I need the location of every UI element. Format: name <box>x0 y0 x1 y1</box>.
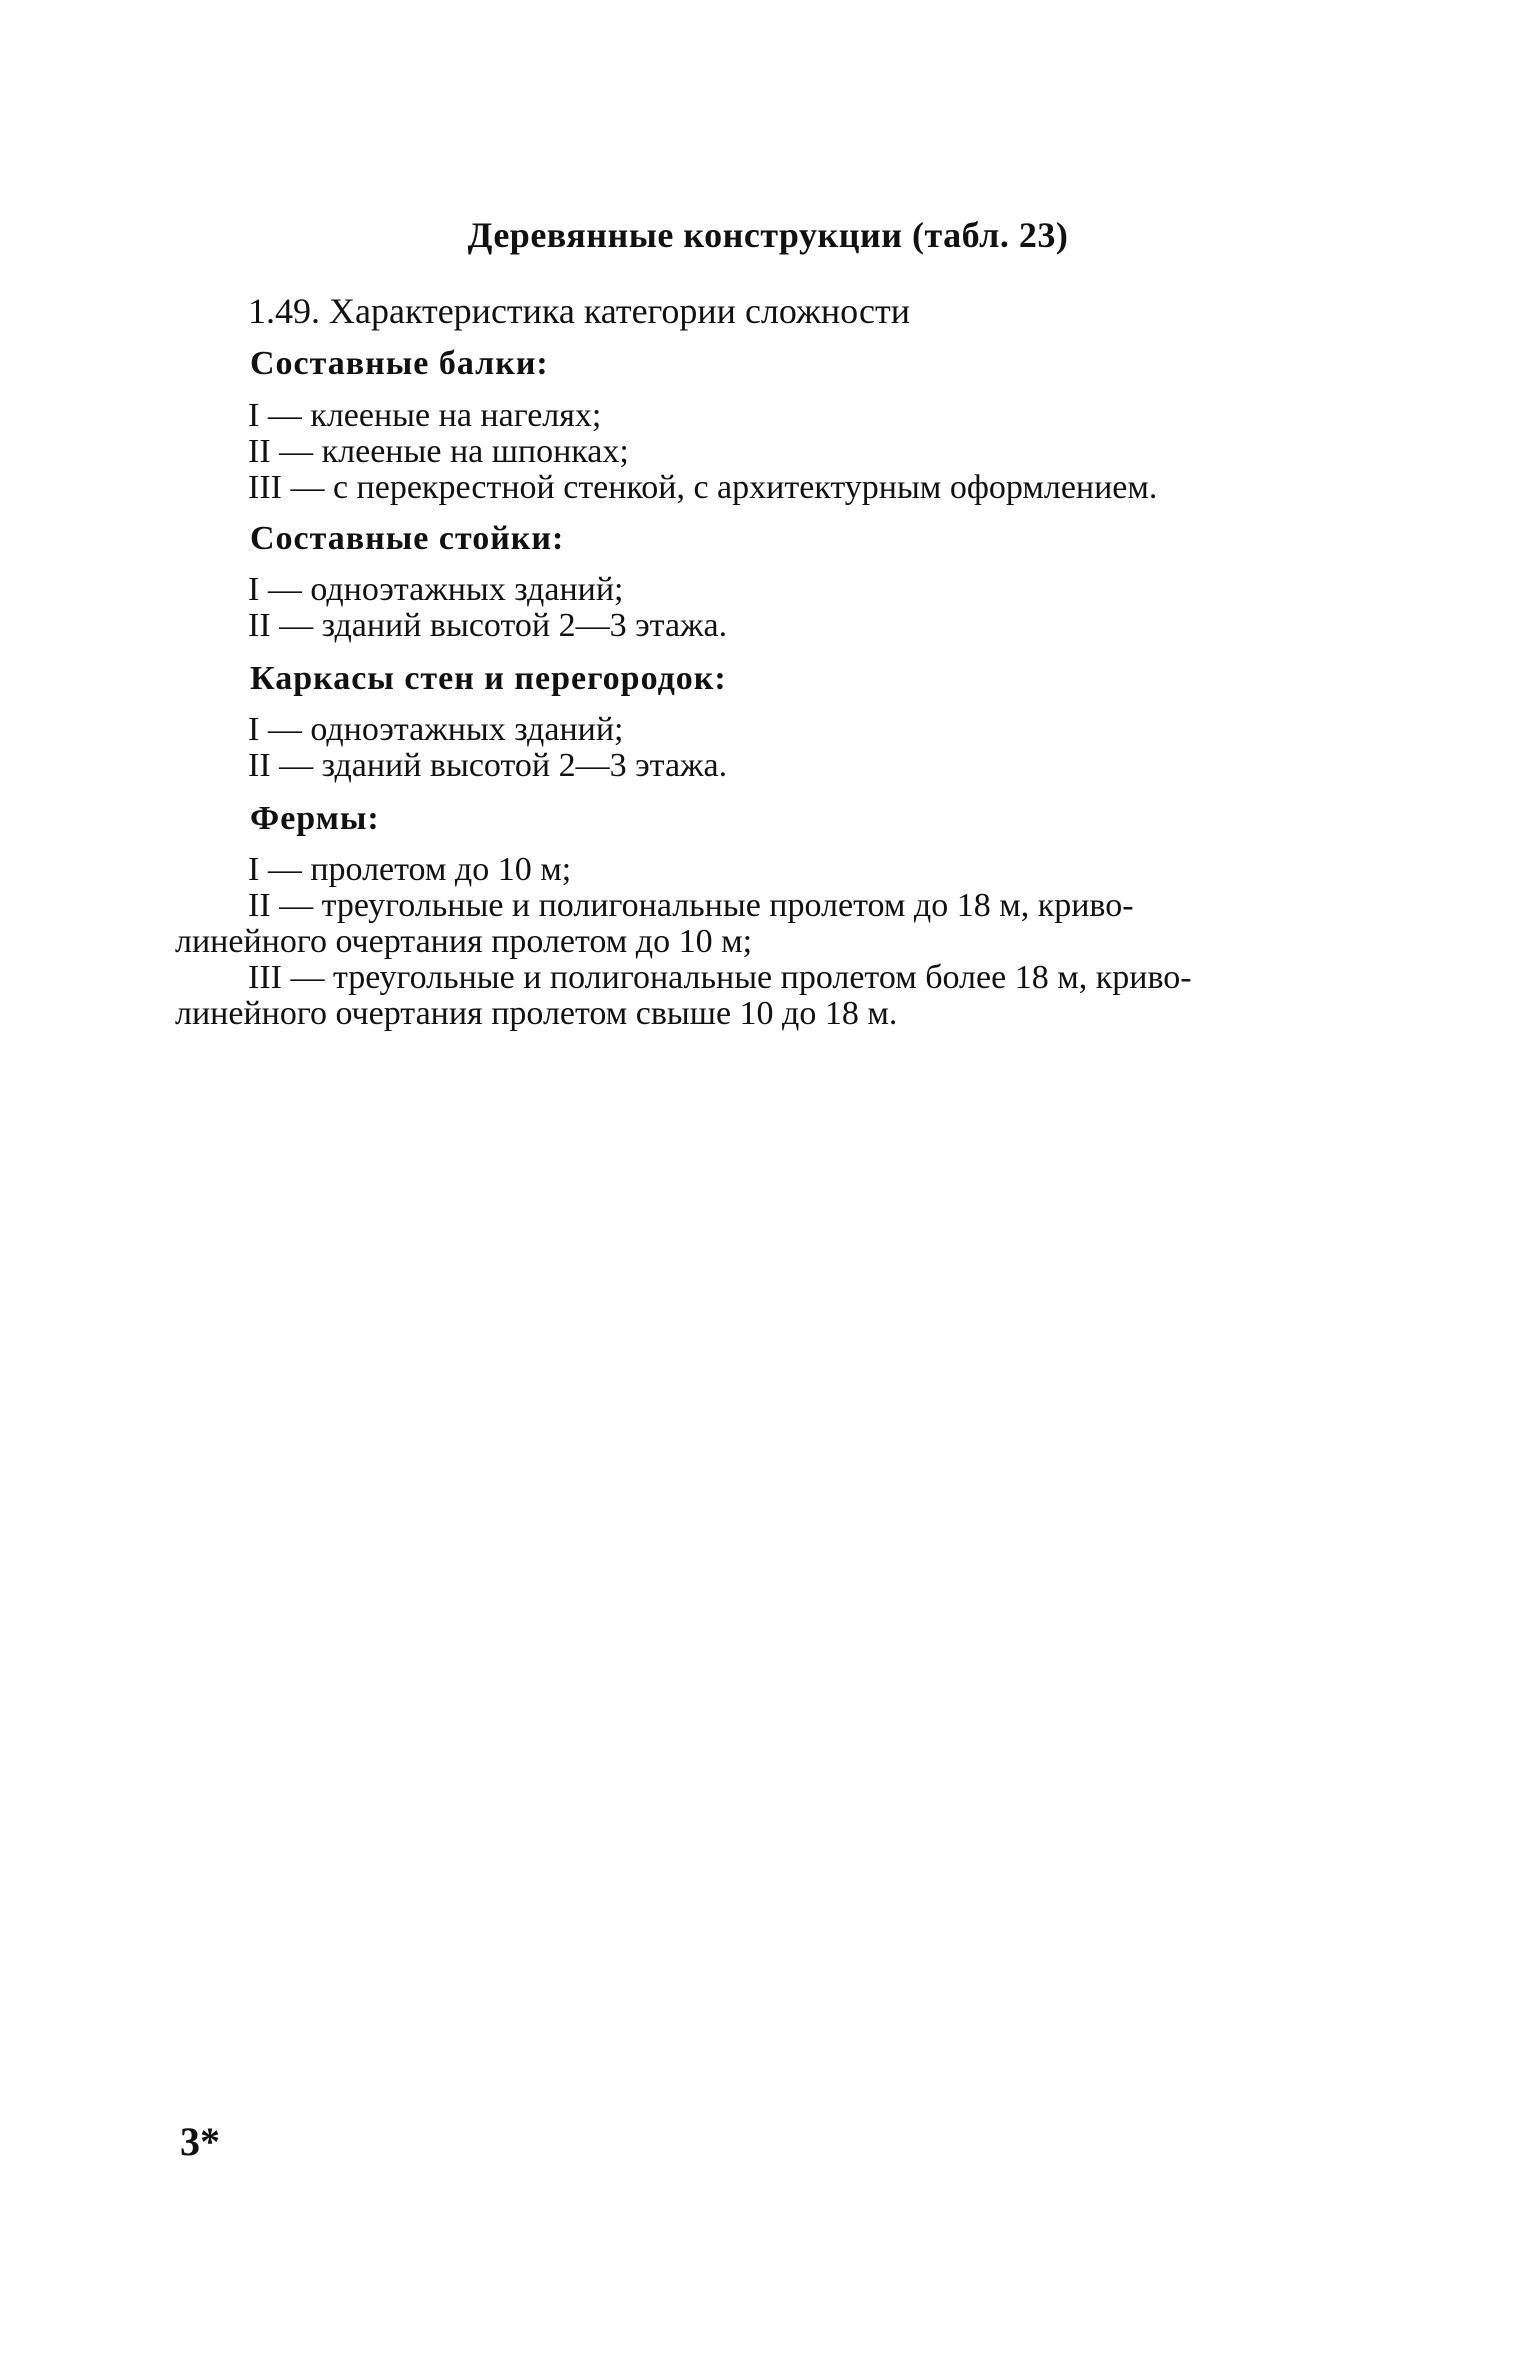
list-item-continuation: линейного очертания пролетом до 10 м; <box>175 923 753 960</box>
list-item: I — одноэтажных зданий; <box>248 571 624 608</box>
list-item: I — одноэтажных зданий; <box>248 711 624 748</box>
list-item: I — пролетом до 10 м; <box>248 851 572 888</box>
page-number: 3* <box>180 2119 220 2164</box>
section-heading: 1.49. Характеристика категории сложности <box>248 291 911 331</box>
list-item: II — зданий высотой 2—3 этажа. <box>248 747 728 784</box>
group-heading-frames: Каркасы стен и перегородок: <box>250 660 727 697</box>
list-item: III — с перекрестной стенкой, с архитектурным оформлением. <box>248 469 1158 506</box>
group-heading-trusses: Фермы: <box>250 800 380 837</box>
page-title: Деревянные конструкции (табл. 23) <box>467 215 1069 255</box>
group-heading-columns: Составные стойки: <box>250 520 565 557</box>
list-item: I — клееные на нагелях; <box>248 397 602 434</box>
list-item: III — треугольные и полигональные пролетом более 18 м, криво- <box>248 959 1192 996</box>
list-item: II — зданий высотой 2—3 этажа. <box>248 607 728 644</box>
list-item-continuation: линейного очертания пролетом свыше 10 до 18 м. <box>175 995 898 1032</box>
list-item: II — треугольные и полигональные пролетом до 18 м, криво- <box>248 887 1134 924</box>
list-item: II — клееные на шпонках; <box>248 433 629 470</box>
group-heading-beams: Составные балки: <box>250 345 549 382</box>
